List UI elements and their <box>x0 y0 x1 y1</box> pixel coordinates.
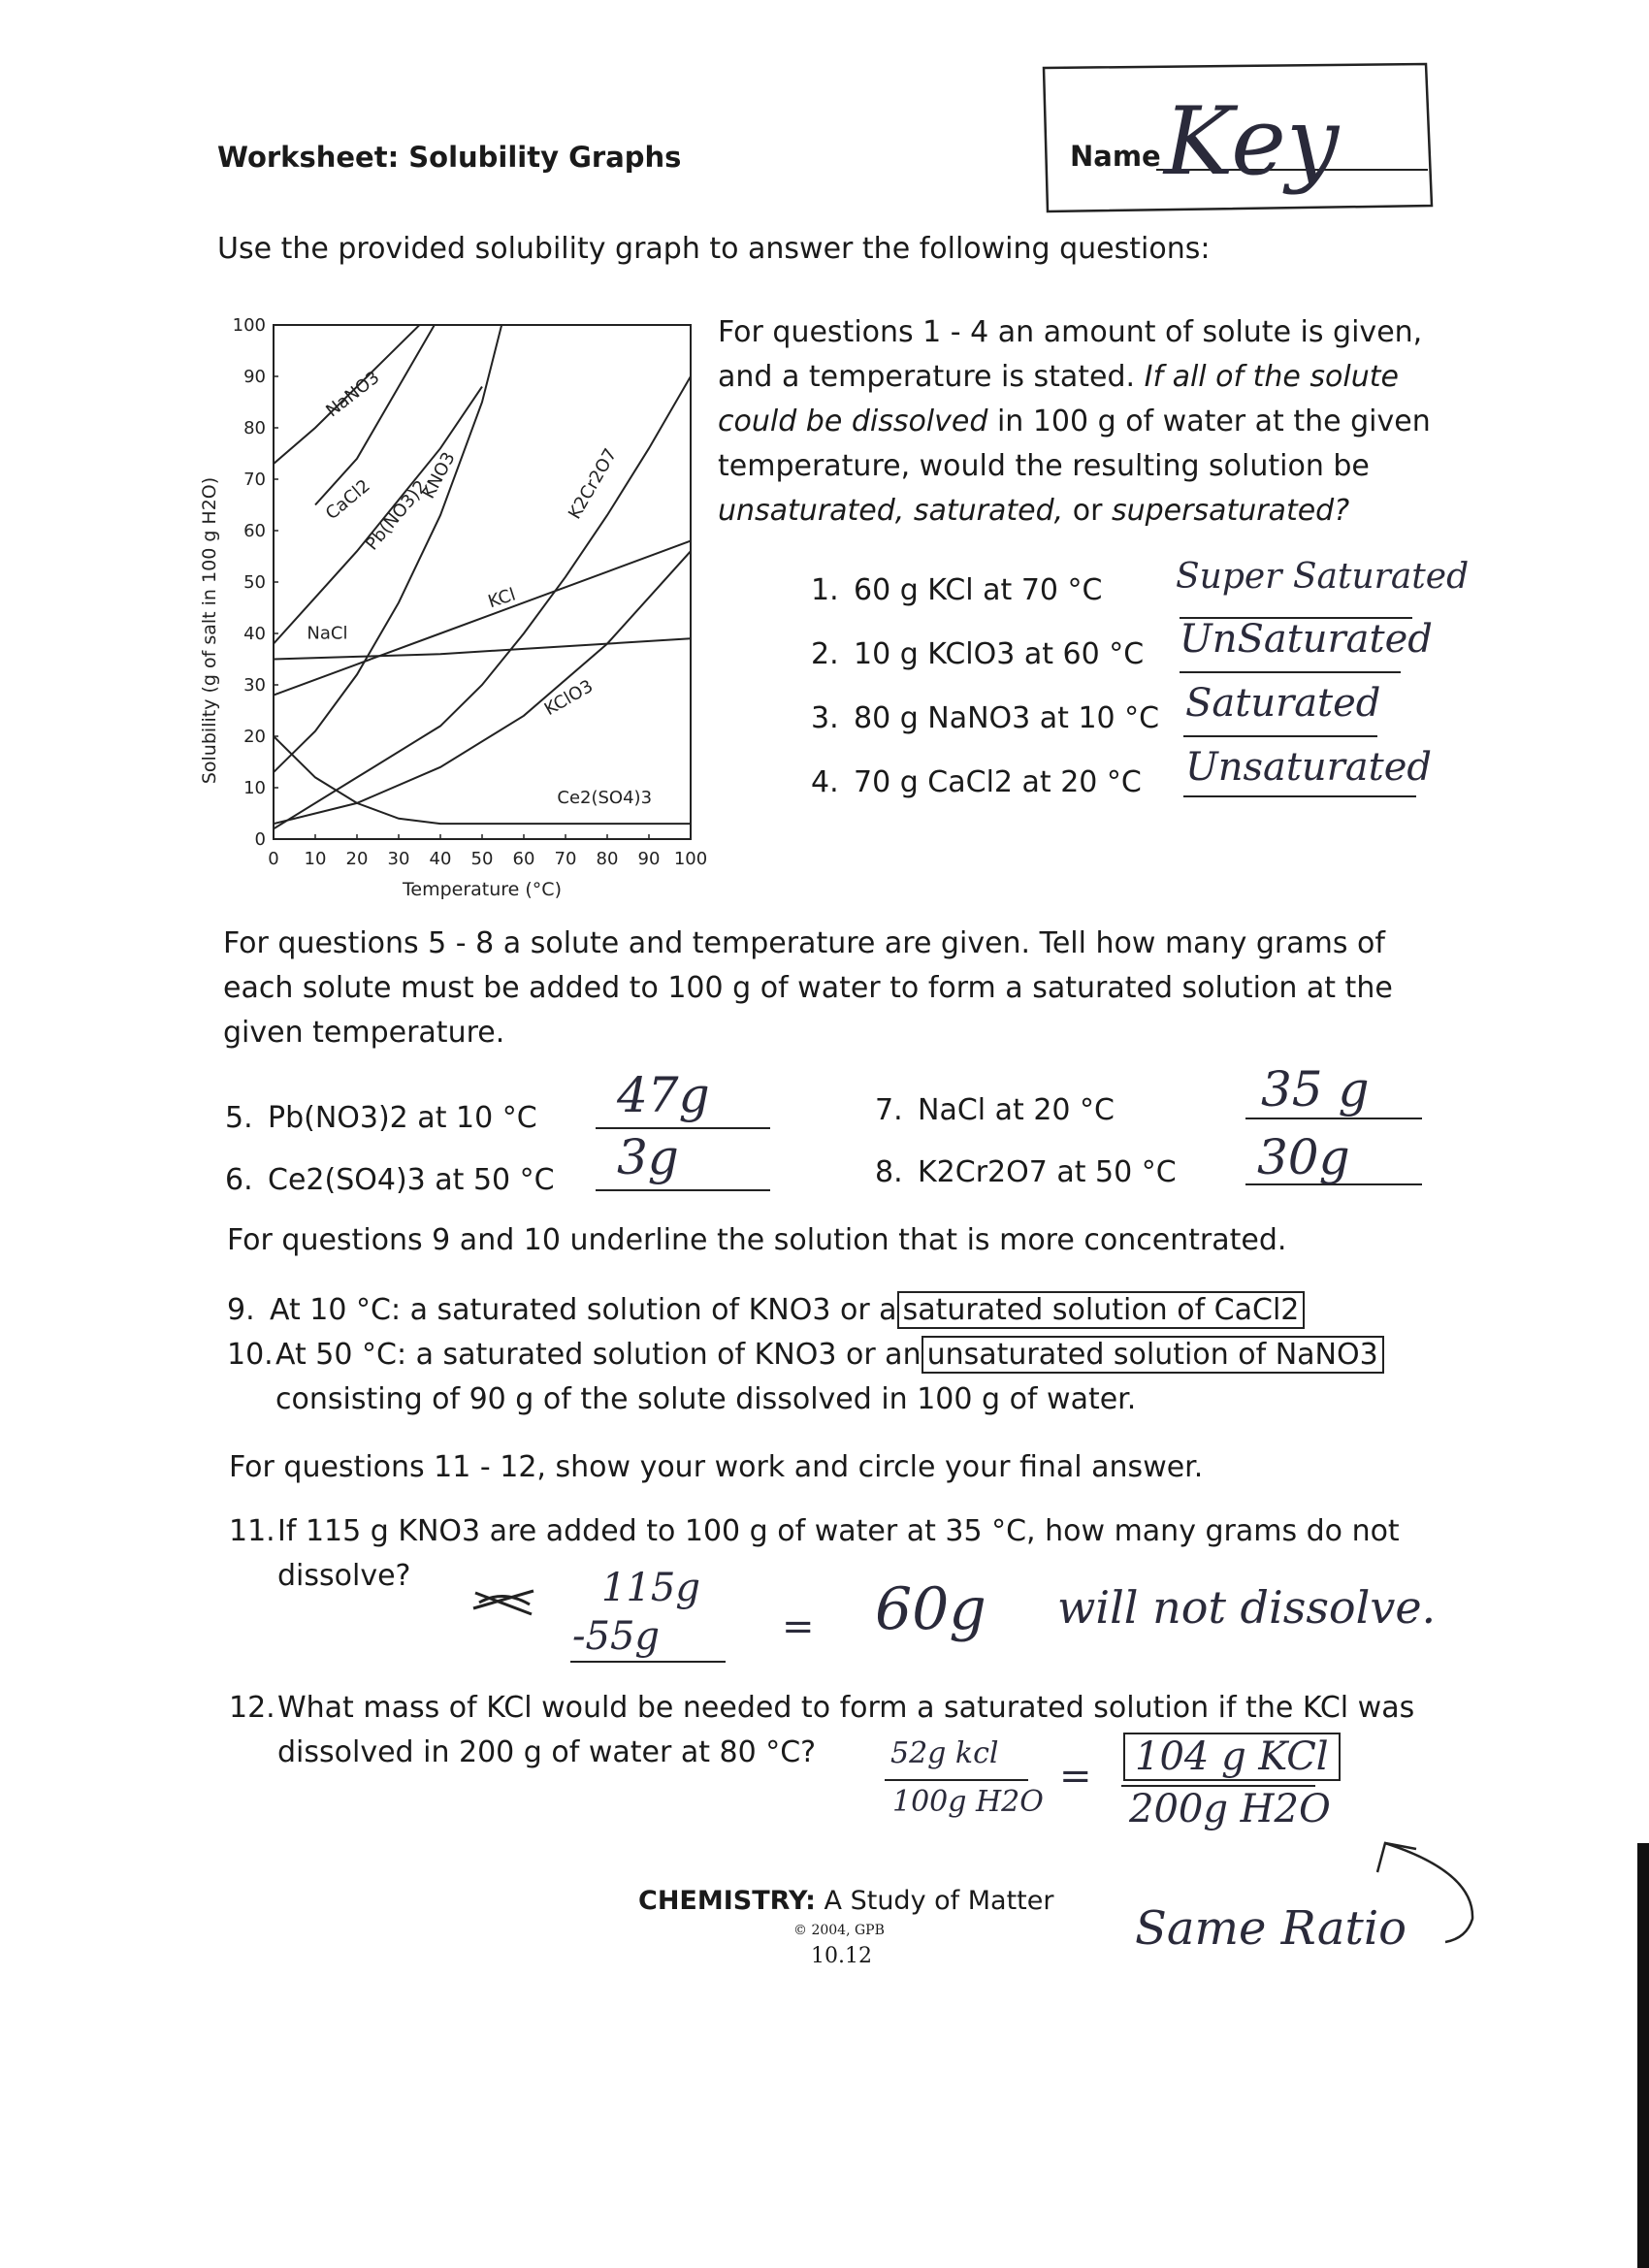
y-tick-label: 20 <box>243 727 266 747</box>
solubility-chart-svg <box>194 310 718 912</box>
name-label: Name <box>1070 140 1161 173</box>
y-tick-label: 50 <box>243 572 266 593</box>
intro-q1-4-line1: For questions 1 - 4 an amount of solute is given, <box>718 315 1423 349</box>
series-label-kclo3: KClO3 <box>540 675 598 721</box>
question-2: 2. 10 g KClO3 at 60 °C <box>811 637 1145 671</box>
intro-q5-8 <box>223 922 1393 1055</box>
question-10-line2: consisting of 90 g of the solute dissolved in 100 g of water. <box>275 1382 1137 1416</box>
question-11-line2: dissolve? <box>277 1559 411 1593</box>
worksheet-title: Worksheet: Solubility Graphs <box>217 141 682 174</box>
y-tick-label: 60 <box>243 521 266 541</box>
y-tick-label: 10 <box>243 778 266 798</box>
instructions: Use the provided solubility graph to answer the following questions: <box>217 232 1211 266</box>
answer-7: 35 g <box>1261 1061 1370 1118</box>
y-tick-label: 40 <box>243 624 266 644</box>
series-label-kno3: KNO3 <box>418 448 460 502</box>
intro-q1-4-line3: could be dissolved in 100 g of water at the given <box>718 405 1431 438</box>
q12-frac1-bottom: 100g H2O <box>892 1785 1044 1819</box>
series-line-k2cr2o7 <box>274 376 691 828</box>
q11-work-top: 115g <box>601 1566 700 1610</box>
answer-line-2 <box>1180 671 1401 673</box>
chart-ylabel: Solubility (g of salt in 100 g H2O) <box>199 476 220 785</box>
chart-xlabel: Temperature (°C) <box>403 879 562 900</box>
question-3: 3. 80 g NaNO3 at 10 °C <box>811 701 1160 735</box>
series-line-pbno32 <box>274 387 482 644</box>
intro-q1-4-line5: unsaturated, saturated, or supersaturated? <box>718 494 1350 528</box>
answer-line-3 <box>1183 735 1377 737</box>
q12-equals: = <box>1059 1754 1092 1798</box>
series-label-nano3: NaNO3 <box>322 367 384 422</box>
y-tick-label: 80 <box>243 418 266 438</box>
series-line-kcl <box>274 541 691 696</box>
footer-page-number: 10.12 <box>811 1944 872 1968</box>
answer-2: UnSaturated <box>1180 617 1433 662</box>
intro-q5-8-line1: For questions 5 - 8 a solute and temperature are given. Tell how many grams of <box>223 926 1385 960</box>
series-label-kcl: KCl <box>485 584 519 613</box>
x-tick-label: 40 <box>429 849 452 869</box>
intro-q11-12: For questions 11 - 12, show your work and circle your final answer. <box>229 1450 1204 1484</box>
q12-frac1-line <box>885 1779 1028 1781</box>
series-line-kno3 <box>274 320 503 772</box>
name-handwritten: Key <box>1164 87 1340 196</box>
y-tick-label: 90 <box>243 367 266 387</box>
x-tick-label: 50 <box>470 849 494 869</box>
series-label-ce2so43: Ce2(SO4)3 <box>557 787 653 808</box>
answer-line-4 <box>1183 795 1416 797</box>
intro-q1-4-line4: temperature, would the resulting solution be <box>718 449 1370 483</box>
question-11: 11.If 115 g KNO3 are added to 100 g of water at 35 °C, how many grams do not dissolve? <box>229 1509 1400 1599</box>
x-tick-label: 0 <box>268 849 279 869</box>
q11-work-result: 60g <box>875 1575 986 1643</box>
x-tick-label: 60 <box>512 849 535 869</box>
question-6: 6. Ce2(SO4)3 at 50 °C <box>225 1163 555 1197</box>
q11-work-note: will not dissolve. <box>1057 1581 1437 1634</box>
intro-q1-4-line2: and a temperature is stated. If all of the solute <box>718 360 1399 394</box>
y-tick-label: 70 <box>243 470 266 490</box>
footer-title: CHEMISTRY: A Study of Matter <box>638 1886 1054 1916</box>
answer-1: Super Saturated <box>1176 557 1470 597</box>
q12-frac2-bottom: 200g H2O <box>1129 1787 1331 1831</box>
series-line-ce2so43 <box>274 736 691 824</box>
x-tick-label: 10 <box>304 849 327 869</box>
y-tick-label: 30 <box>243 675 266 696</box>
question-8: 8. K2Cr2O7 at 50 °C <box>875 1155 1177 1189</box>
q9-boxed-answer: saturated solution of CaCl2 <box>897 1291 1306 1329</box>
series-line-kclo3 <box>274 551 691 824</box>
question-5: 5. Pb(NO3)2 at 10 °C <box>225 1101 537 1135</box>
x-tick-label: 100 <box>673 849 708 869</box>
intro-q1-4 <box>718 310 1431 534</box>
question-7: 7. NaCl at 20 °C <box>875 1093 1115 1127</box>
x-tick-label: 20 <box>345 849 369 869</box>
intro-q5-8-line2: each solute must be added to 100 g of water to form a saturated solution at the <box>223 971 1393 1005</box>
x-tick-label: 70 <box>554 849 577 869</box>
q10-boxed-answer: unsaturated solution of NaNO3 <box>922 1336 1384 1374</box>
scan-edge <box>1637 1843 1649 2268</box>
question-4: 4. 70 g CaCl2 at 20 °C <box>811 765 1142 799</box>
intro-q9-10: For questions 9 and 10 underline the solution that is more concentrated. <box>227 1223 1287 1257</box>
q11-strikeout <box>469 1579 537 1628</box>
question-12: 12.What mass of KCl would be needed to form a saturated solution if the KCl was dissolved in 200 g of water at 80 °C? <box>229 1686 1414 1775</box>
x-tick-label: 80 <box>596 849 619 869</box>
solubility-chart <box>194 310 718 912</box>
answer-8: 30g <box>1257 1129 1350 1185</box>
series-label-pbno32: Pb(NO3)2 <box>361 476 432 555</box>
x-tick-label: 90 <box>637 849 661 869</box>
answer-3: Saturated <box>1185 681 1381 726</box>
q12-frac1-top: 52g kcl <box>890 1736 999 1770</box>
y-tick-label: 100 <box>232 315 266 336</box>
q12-frac2-top: 104 g KCl <box>1123 1733 1341 1781</box>
series-label-cacl2: CaCl2 <box>321 475 374 525</box>
y-tick-label: 0 <box>254 829 266 850</box>
series-label-k2cr2o7: K2Cr2O7 <box>565 444 622 523</box>
question-1: 1. 60 g KCl at 70 °C <box>811 573 1103 607</box>
footer-copyright: © 2004, GPB <box>793 1923 885 1938</box>
x-tick-label: 30 <box>387 849 410 869</box>
answer-line-6 <box>596 1189 770 1191</box>
question-10: 10.At 50 °C: a saturated solution of KNO3 or an unsaturated solution of NaNO3 consisting of 90 g of the solute dissolved in 100 g of water. <box>227 1333 1384 1422</box>
question-12-line2: dissolved in 200 g of water at 80 °C? <box>277 1735 817 1769</box>
question-9: 9. At 10 °C: a saturated solution of KNO3 or a saturated solution of CaCl2 <box>227 1288 1305 1333</box>
answer-6: 3g <box>617 1129 679 1185</box>
intro-q5-8-line3: given temperature. <box>223 1016 505 1050</box>
answer-5: 47g <box>617 1067 710 1123</box>
answer-line-7 <box>1245 1118 1422 1119</box>
q11-work-equals: = <box>782 1604 815 1649</box>
q11-work-line <box>570 1661 726 1663</box>
series-label-nacl: NaCl <box>307 623 348 644</box>
answer-4: Unsaturated <box>1185 745 1433 790</box>
q12-note: Same Ratio <box>1135 1901 1407 1956</box>
q11-work-bottom: -55g <box>572 1614 661 1659</box>
